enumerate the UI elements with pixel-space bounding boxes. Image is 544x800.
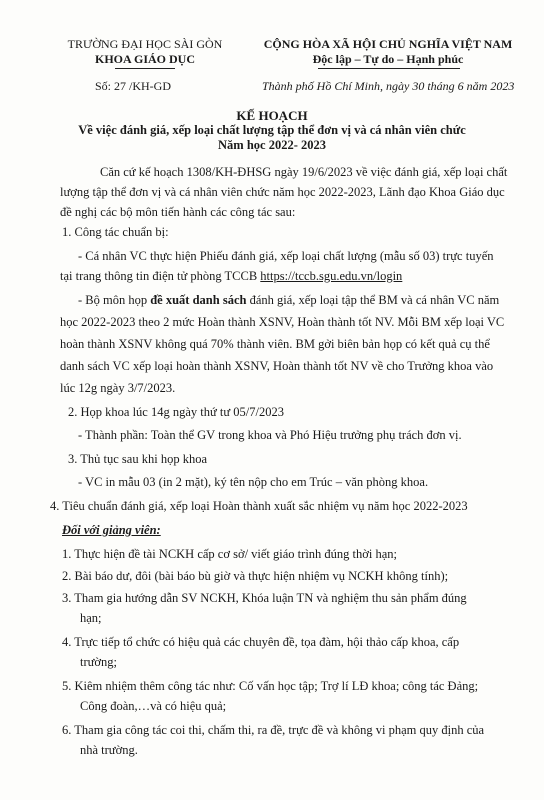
school-year: Năm học 2022- 2023 xyxy=(218,138,326,152)
place-date: Thành phố Hồ Chí Minh, ngày 30 tháng 6 năm 2023 xyxy=(262,79,515,93)
section-heading: 1. Công tác chuẩn bị: xyxy=(62,225,169,239)
bullet-line: học 2022-2023 theo 2 mức Hoàn thành XSNV, Hoàn thành tốt NV. Mỗi BM xếp loại VC xyxy=(60,315,505,329)
criteria-item: 4. Trực tiếp tổ chức có hiệu quả các chuyên đề, tọa đàm, hội thảo cấp khoa, cấp xyxy=(62,635,460,649)
intro-line: lượng tập thể đơn vị và cá nhân viên chức năm học 2022-2023, Lãnh đạo Khoa Giáo dục xyxy=(60,185,505,199)
bullet-line: - Bộ môn họp đề xuất danh sách đánh giá, xếp loại tập thể BM và cá nhân VC năm xyxy=(78,293,500,307)
faculty-name: KHOA GIÁO DỤC xyxy=(94,52,195,66)
intro-line: Căn cứ kế hoạch 1308/KH-ĐHSG ngày 19/6/2023 về việc đánh giá, xếp loại chất xyxy=(100,165,508,179)
tccb-link[interactable]: https://tccb.sgu.edu.vn/login xyxy=(260,269,403,283)
section-heading: 4. Tiêu chuẩn đánh giá, xếp loại Hoàn thành xuất sắc nhiệm vụ năm học 2022-2023 xyxy=(50,499,468,513)
document-subtitle: Về việc đánh giá, xếp loại chất lượng tập thể đơn vị và cá nhân viên chức xyxy=(78,123,466,137)
document-number: Số: 27 /KH-GD xyxy=(95,79,172,93)
university-name: TRƯỜNG ĐẠI HỌC SÀI GÒN xyxy=(67,37,223,51)
intro-line: đề nghị các bộ môn tiến hành các công tác sau: xyxy=(60,205,296,219)
bullet-line: - VC in mẫu 03 (in 2 mặt), ký tên nộp cho em Trúc – văn phòng khoa. xyxy=(78,475,429,489)
criteria-item: 1. Thực hiện đề tài NCKH cấp cơ sở/ viết giáo trình đúng thời hạn; xyxy=(62,547,397,561)
criteria-item: 2. Bài báo dư, đôi (bài báo bù giờ và thực hiện nhiệm vụ NCKH không tính); xyxy=(62,569,449,583)
criteria-item-continued: hạn; xyxy=(80,611,102,625)
criteria-item: 6. Tham gia công tác coi thi, chấm thi, ra đề, trực đề và không vi phạm quy định của xyxy=(62,723,485,737)
criteria-item: 3. Tham gia hướng dẫn SV NCKH, Khóa luận TN và nghiệm thu sản phẩm đúng xyxy=(62,591,467,605)
criteria-item: 5. Kiêm nhiệm thêm công tác như: Cố vấn học tập; Trợ lí LĐ khoa; công tác Đảng; xyxy=(62,679,479,693)
bullet-line: tại trang thông tin điện tử phòng TCCB https://tccb.sgu.edu.vn/login xyxy=(60,269,403,283)
national-motto: Độc lập – Tự do – Hạnh phúc xyxy=(312,52,464,66)
bullet-line: hoàn thành XSNV không quá 70% thành viên. BM gởi biên bản họp có kết quả cụ thể xyxy=(60,337,490,351)
document-title: KẾ HOẠCH xyxy=(236,108,308,123)
section-heading: 2. Họp khoa lúc 14g ngày thứ tư 05/7/2023 xyxy=(68,405,284,419)
criteria-item-continued: nhà trường. xyxy=(80,743,138,757)
criteria-item-continued: Công đoàn,…và có hiệu quả; xyxy=(80,699,227,713)
section-heading: 3. Thủ tục sau khi họp khoa xyxy=(68,452,207,466)
bullet-line: - Cá nhân VC thực hiện Phiếu đánh giá, xếp loại chất lượng (mẫu số 03) trực tuyến xyxy=(78,249,494,263)
bullet-line: - Thành phần: Toàn thể GV trong khoa và Phó Hiệu trưởng phụ trách đơn vị. xyxy=(78,428,462,442)
subsection-heading: Đối với giảng viên: xyxy=(62,523,161,537)
header-left-rule xyxy=(115,68,175,69)
country-name: CỘNG HÒA XÃ HỘI CHỦ NGHĨA VIỆT NAM xyxy=(263,37,513,51)
header-right-rule xyxy=(318,68,460,69)
bullet-line: danh sách VC xếp loại hoàn thành XSNV, Hoàn thành tốt NV về cho Trưởng khoa vào xyxy=(60,359,494,373)
criteria-item-continued: trường; xyxy=(80,655,117,669)
bullet-line: lúc 12g ngày 3/7/2023. xyxy=(60,381,176,395)
